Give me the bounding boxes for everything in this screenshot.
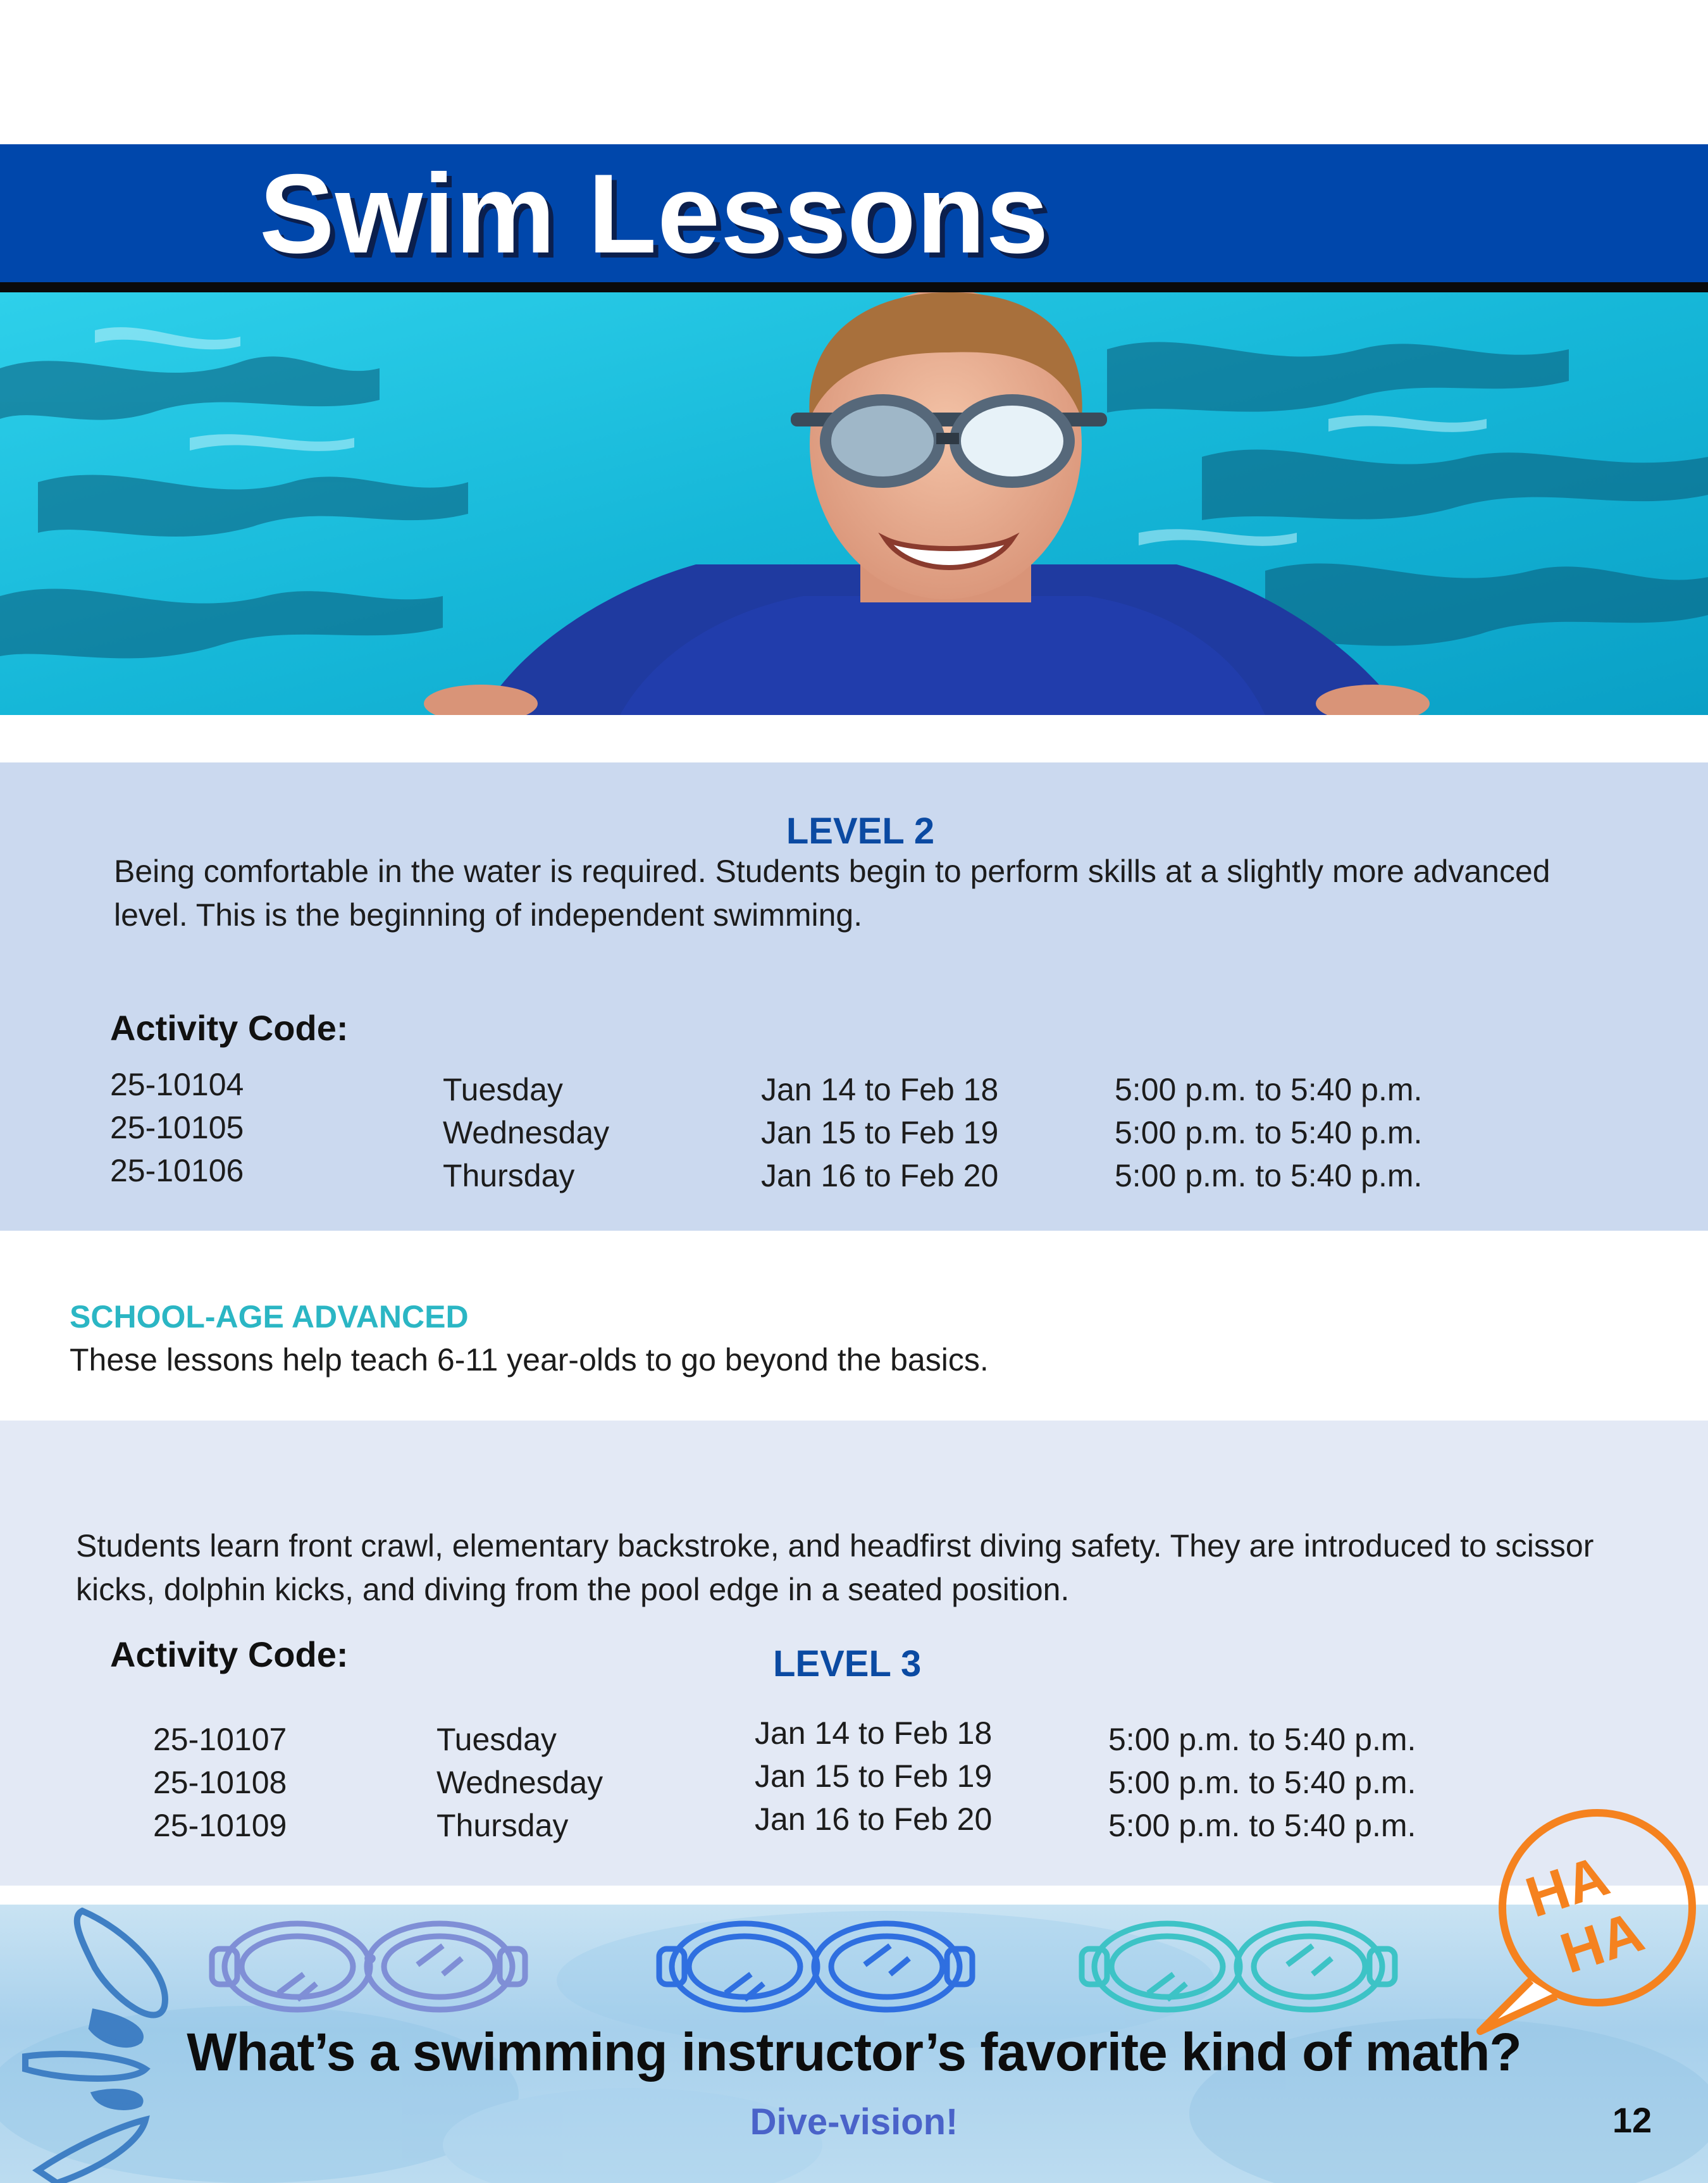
time-range: 5:00 p.m. to 5:40 p.m.: [1115, 1115, 1423, 1150]
activity-code: 25-10109: [153, 1808, 287, 1843]
level3-heading: LEVEL 3: [773, 1643, 922, 1684]
day: Wednesday: [436, 1765, 603, 1800]
level3-description: Students learn front crawl, elementary backstroke, and headfirst diving safety. They are introduced to scissor kicks, dolphin kicks, and diving from the pool edge in a seated position.: [76, 1528, 1594, 1607]
level2-activity-label: Activity Code:: [110, 1008, 349, 1048]
bubble-text-1: HA: [1518, 1844, 1617, 1930]
joke-question: What’s a swimming instructor’s favorite kind of math?: [187, 2022, 1521, 2082]
day: Thursday: [443, 1158, 575, 1193]
time-range: 5:00 p.m. to 5:40 p.m.: [1108, 1765, 1416, 1800]
activity-code: 25-10107: [153, 1722, 287, 1757]
date-range: Jan 14 to Feb 18: [755, 1715, 993, 1751]
date-range: Jan 16 to Feb 20: [755, 1801, 993, 1837]
level2-heading: LEVEL 2: [786, 811, 935, 852]
time-range: 5:00 p.m. to 5:40 p.m.: [1108, 1808, 1416, 1843]
day: Wednesday: [443, 1115, 610, 1150]
time-range: 5:00 p.m. to 5:40 p.m.: [1115, 1158, 1423, 1193]
joke-answer: Dive-vision!: [750, 2101, 958, 2143]
school-age-description: These lessons help teach 6-11 year-olds to go beyond the basics.: [70, 1342, 989, 1378]
date-range: Jan 15 to Feb 19: [755, 1758, 993, 1794]
activity-code: 25-10104: [110, 1067, 244, 1102]
date-range: Jan 14 to Feb 18: [761, 1072, 999, 1107]
level2-description: Being comfortable in the water is required. Students begin to perform skills at a slightly more advanced level. This is the beginning of independent swimming.: [114, 854, 1550, 933]
activity-code: 25-10106: [110, 1153, 244, 1188]
day: Thursday: [436, 1808, 569, 1843]
page-number: 12: [1612, 2100, 1652, 2140]
hero-photo: [0, 292, 1708, 715]
date-range: Jan 16 to Feb 20: [761, 1158, 999, 1193]
laugh-bubble-icon: [1468, 1797, 1708, 2037]
level3-activity-label: Activity Code:: [110, 1634, 349, 1674]
day: Tuesday: [443, 1072, 563, 1107]
hero-photo-illustration: [0, 292, 1708, 715]
day: Tuesday: [436, 1722, 557, 1757]
bubble-text-2: HA: [1553, 1900, 1651, 1986]
school-age-heading: SCHOOL-AGE ADVANCED: [70, 1299, 469, 1334]
activity-code: 25-10108: [153, 1765, 287, 1800]
time-range: 5:00 p.m. to 5:40 p.m.: [1108, 1722, 1416, 1757]
goggles-icon: [212, 1924, 525, 2010]
title-divider: [0, 282, 1708, 292]
time-range: 5:00 p.m. to 5:40 p.m.: [1115, 1072, 1423, 1107]
page-title: Swim Lessons: [259, 151, 1049, 277]
activity-code: 25-10105: [110, 1110, 244, 1145]
date-range: Jan 15 to Feb 19: [761, 1115, 999, 1150]
